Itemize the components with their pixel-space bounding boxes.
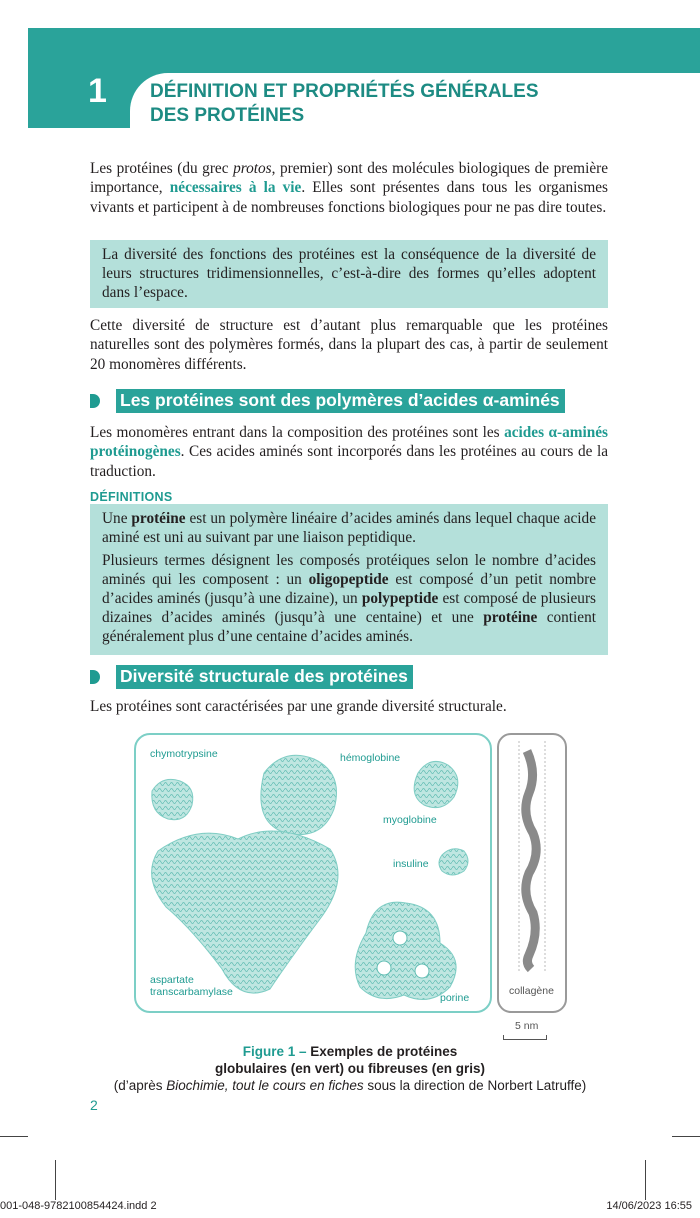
note-text: La diversité des fonctions des protéines est la conséquence de la diversité de leurs structures tridimensionnelles, c’est-à-dire des formes qu’elles adoptent dans l’espace. xyxy=(102,246,596,301)
collagene-illustration xyxy=(497,733,567,1013)
section-marker-icon xyxy=(90,394,100,408)
intro-italic: protos xyxy=(233,160,272,177)
figure-caption-prefix: Figure 1 – xyxy=(242,1044,307,1059)
figure-source: (d’après Biochimie, tout le cours en fiches sous la direction de Norbert Latruffe) xyxy=(113,1078,587,1093)
note-box xyxy=(90,240,608,308)
section-1-title: Les protéines sont des polymères d’acides α-aminés xyxy=(116,389,565,413)
chapter-title-line2: DES PROTÉINES xyxy=(150,105,305,126)
porine-pore xyxy=(415,964,429,978)
section-1-text: Les monomères entrant dans la composition des protéines sont les xyxy=(90,424,505,441)
section-2-title: Diversité structurale des protéines xyxy=(116,665,413,689)
intro-paragraph xyxy=(90,159,608,217)
label-porine: porine xyxy=(440,992,470,1004)
definitions-box xyxy=(90,504,608,655)
term-proteine: protéine xyxy=(131,510,186,527)
page-number: 2 xyxy=(90,1097,98,1113)
section-2-paragraph: Les protéines sont caractérisées par une grande diversité structurale. xyxy=(90,698,507,715)
footer-date: 14/06/2023 16:55 xyxy=(606,1200,692,1212)
paragraph-2: Cette diversité de structure est d’autant plus remarquable que les protéines naturelles sont des polymères formés, dans la plupart des cas, à partir de seulement 20 monomères différents. xyxy=(90,317,608,373)
crop-mark xyxy=(55,1160,56,1200)
scale-label: 5 nm xyxy=(515,1020,539,1032)
intro-text: , premier) sont des molécules biologiques de première importance, xyxy=(90,160,608,197)
porine-shape xyxy=(355,902,456,999)
term-oligopeptide: oligopeptide xyxy=(308,571,389,588)
crop-mark xyxy=(672,1136,700,1137)
label-collagene: collagène xyxy=(509,985,554,997)
aspartate-transcarbamylase-shape xyxy=(152,831,338,993)
definition-2: Plusieurs termes désignent les composés protéiques selon le nombre d’acides aminés qui les composent : un oligopeptide est composé d’un petit nombre d’acides aminés (jusqu’à une dizaine), un polypeptide est composé de plusieurs dizaines d’acides aminés (jusqu’à une centaine) et une protéine contient généralement plus d’une centaine d’acides aminés. xyxy=(102,552,596,645)
term-polypeptide: polypeptide xyxy=(361,590,439,607)
insuline-shape xyxy=(439,849,468,875)
chapter-number: 1 xyxy=(88,72,107,110)
chymotrypsine-shape xyxy=(152,779,193,819)
section-1-highlight: acides α-aminés protéinogènes xyxy=(90,424,608,461)
figure-caption xyxy=(0,1043,700,1094)
figure-caption-line2: globulaires (en vert) ou fibreuses (en gris) xyxy=(214,1061,486,1076)
intro-highlight: nécessaires à la vie xyxy=(169,179,302,197)
porine-pore xyxy=(377,961,391,975)
intro-text: Les protéines (du grec xyxy=(90,160,234,177)
label-chymotrypsine: chymotrypsine xyxy=(150,748,218,760)
definitions-label: DÉFINITIONS xyxy=(90,490,173,504)
protein-illustrations xyxy=(134,733,492,1013)
label-aspartate: aspartate transcarbamylase xyxy=(150,974,233,998)
porine-pore xyxy=(393,931,407,945)
scale-bar xyxy=(503,1035,547,1040)
term-proteine-2: protéine xyxy=(483,609,538,626)
footer-file: 001-048-9782100854424.indd 2 xyxy=(0,1200,157,1212)
myoglobine-shape xyxy=(414,761,458,807)
label-hemoglobine: hémoglobine xyxy=(340,752,401,764)
chapter-title xyxy=(150,80,539,128)
intro-text: . Elles sont présentes dans tous les organismes vivants et participent à de nombreuses fonctions biologiques pour ne pas dire toutes. xyxy=(90,179,608,216)
chapter-title-line1: DÉFINITION ET PROPRIÉTÉS GÉNÉRALES xyxy=(150,81,539,102)
label-insuline: insuline xyxy=(393,858,429,870)
crop-mark xyxy=(0,1136,28,1137)
collagene-helix xyxy=(526,751,536,969)
definition-1: Une protéine est un polymère linéaire d’acides aminés dans lequel chaque acide aminé est uni au suivant par une liaison peptidique. xyxy=(102,510,596,546)
hemoglobine-shape xyxy=(261,755,337,834)
figure-caption-title: Exemples de protéines xyxy=(306,1044,458,1059)
label-myoglobine: myoglobine xyxy=(383,814,437,826)
section-marker-icon xyxy=(90,670,100,684)
crop-mark xyxy=(645,1160,646,1200)
section-1-paragraph xyxy=(90,423,608,481)
section-1-text: . Ces acides aminés sont incorporés dans les protéines au cours de la traduction. xyxy=(90,443,608,480)
